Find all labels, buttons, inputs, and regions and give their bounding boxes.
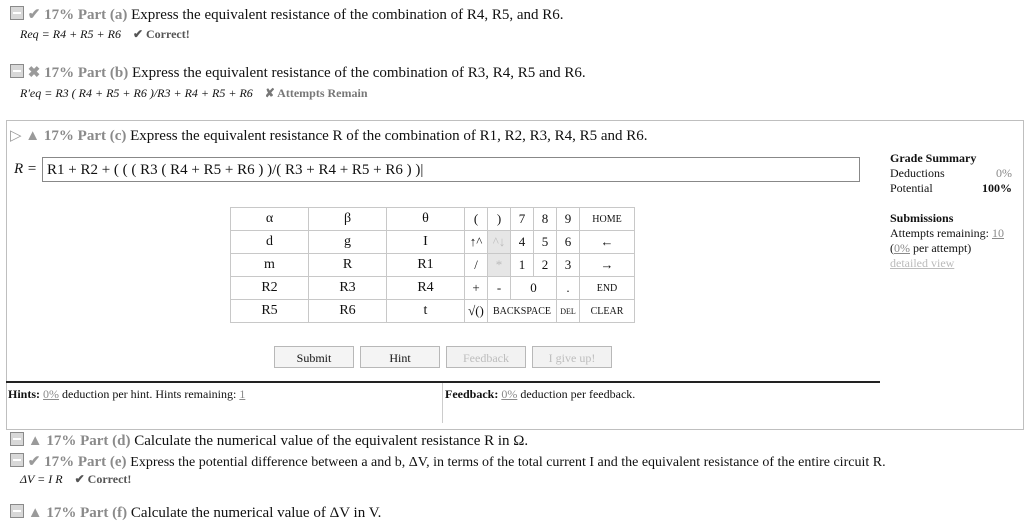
key-home[interactable]: HOME bbox=[580, 208, 635, 231]
key-divide[interactable]: / bbox=[465, 254, 488, 277]
key-6[interactable]: 6 bbox=[557, 231, 580, 254]
part-a-answer-row bbox=[20, 27, 190, 42]
check-icon: ✔ bbox=[27, 7, 41, 23]
feedback-pct: 0% bbox=[501, 387, 518, 401]
key-clear[interactable]: CLEAR bbox=[580, 300, 635, 323]
cross-icon: ✖ bbox=[27, 65, 41, 81]
part-a-header bbox=[10, 5, 564, 24]
key-R2[interactable]: R2 bbox=[231, 277, 309, 300]
collapse-icon[interactable] bbox=[10, 6, 24, 20]
divider bbox=[442, 383, 443, 423]
part-a-label: Part (a) bbox=[77, 7, 128, 23]
part-c-header bbox=[10, 126, 648, 145]
key-2[interactable]: 2 bbox=[534, 254, 557, 277]
per-attempt-text: per attempt) bbox=[913, 241, 972, 255]
grade-summary-title: Grade Summary bbox=[890, 151, 977, 165]
key-R1[interactable]: R1 bbox=[387, 254, 465, 277]
key-R[interactable]: R bbox=[309, 254, 387, 277]
part-b-label: Part (b) bbox=[77, 65, 129, 81]
key-backspace[interactable]: BACKSPACE bbox=[488, 300, 557, 323]
warning-icon: ▲ bbox=[27, 433, 43, 449]
part-d-question: Calculate the numerical value of the equivalent resistance R in Ω. bbox=[134, 433, 529, 449]
key-theta[interactable]: θ bbox=[387, 208, 465, 231]
key-superscript[interactable]: ↑^ bbox=[465, 231, 488, 254]
key-left-arrow[interactable]: ← bbox=[580, 231, 635, 254]
key-5[interactable]: 5 bbox=[534, 231, 557, 254]
part-b-percent: 17% bbox=[44, 65, 75, 81]
answer-label: R = bbox=[14, 161, 38, 177]
part-e-percent: 17% bbox=[44, 454, 75, 470]
hints-pct: 0% bbox=[43, 387, 60, 401]
deductions-value: 0% bbox=[996, 166, 1012, 180]
key-sqrt[interactable]: √() bbox=[465, 300, 488, 323]
key-1[interactable]: 1 bbox=[511, 254, 534, 277]
part-b-question: Express the equivalent resistance of the combination of R3, R4, R5 and R6. bbox=[131, 65, 586, 81]
attempts-value: 10 bbox=[991, 226, 1004, 240]
part-c-percent: 17% bbox=[43, 128, 74, 144]
part-e-question: Express the potential difference between a and b, ΔV, in terms of the total current I and the equivalent resistance of the entire circuit R. bbox=[130, 455, 886, 470]
submit-button[interactable]: Submit bbox=[274, 346, 354, 368]
hints-info bbox=[8, 387, 245, 402]
part-a-question: Express the equivalent resistance of the combination of R4, R5, and R6. bbox=[131, 7, 564, 23]
key-close-paren[interactable]: ) bbox=[488, 208, 511, 231]
per-attempt-pct: 0% bbox=[894, 241, 910, 255]
key-beta[interactable]: β bbox=[309, 208, 387, 231]
hint-button[interactable]: Hint bbox=[360, 346, 440, 368]
key-R4[interactable]: R4 bbox=[387, 277, 465, 300]
part-a-answer: Req = R4 + R5 + R6 bbox=[20, 27, 121, 41]
collapse-icon[interactable] bbox=[10, 432, 24, 446]
grade-summary bbox=[890, 151, 1012, 196]
key-multiply: * bbox=[488, 254, 511, 277]
key-del[interactable]: DEL bbox=[557, 300, 580, 323]
key-g[interactable]: g bbox=[309, 231, 387, 254]
part-f-question: Calculate the numerical value of ΔV in V. bbox=[130, 505, 382, 521]
key-d[interactable]: d bbox=[231, 231, 309, 254]
key-I[interactable]: I bbox=[387, 231, 465, 254]
potential-label: Potential bbox=[890, 181, 933, 195]
deductions-label: Deductions bbox=[890, 166, 945, 180]
hints-label: Hints: bbox=[8, 387, 41, 401]
key-end[interactable]: END bbox=[580, 277, 635, 300]
collapse-icon[interactable] bbox=[10, 504, 24, 518]
key-7[interactable]: 7 bbox=[511, 208, 534, 231]
part-f-label: Part (f) bbox=[80, 505, 128, 521]
part-e-label: Part (e) bbox=[77, 454, 127, 470]
part-d-label: Part (d) bbox=[80, 433, 131, 449]
part-d-percent: 17% bbox=[46, 433, 77, 449]
part-c-label: Part (c) bbox=[77, 128, 127, 144]
part-f-percent: 17% bbox=[46, 505, 77, 521]
part-d-header bbox=[10, 432, 528, 450]
key-decimal[interactable]: . bbox=[557, 277, 580, 300]
potential-value: 100% bbox=[982, 181, 1012, 195]
part-a-percent: 17% bbox=[44, 7, 75, 23]
key-0[interactable]: 0 bbox=[511, 277, 557, 300]
submissions-title: Submissions bbox=[890, 211, 954, 225]
part-c-question: Express the equivalent resistance R of the combination of R1, R2, R3, R4, R5 and R6. bbox=[130, 128, 648, 144]
feedback-label: Feedback: bbox=[445, 387, 499, 401]
part-b-header bbox=[10, 63, 586, 82]
attempts-label: Attempts remaining: bbox=[890, 226, 989, 240]
feedback-button: Feedback bbox=[446, 346, 526, 368]
key-minus[interactable]: - bbox=[488, 277, 511, 300]
warning-icon: ▲ bbox=[25, 128, 41, 144]
feedback-info bbox=[445, 387, 635, 402]
expand-arrow-icon[interactable]: ▷ bbox=[10, 128, 22, 144]
numeric-keypad bbox=[464, 207, 635, 323]
key-plus[interactable]: + bbox=[465, 277, 488, 300]
key-8[interactable]: 8 bbox=[534, 208, 557, 231]
key-4[interactable]: 4 bbox=[511, 231, 534, 254]
part-a-status: ✔ Correct! bbox=[132, 27, 190, 41]
key-9[interactable]: 9 bbox=[557, 208, 580, 231]
part-e-answer-row bbox=[20, 472, 131, 487]
hints-remaining: 1 bbox=[239, 387, 246, 401]
key-alpha[interactable]: α bbox=[231, 208, 309, 231]
key-3[interactable]: 3 bbox=[557, 254, 580, 277]
feedback-text: deduction per feedback. bbox=[520, 387, 636, 401]
collapse-icon[interactable] bbox=[10, 453, 24, 467]
answer-input[interactable]: R1 + R2 + ( ( ( R3 ( R4 + R5 + R6 ) )/( R3 + R4 + R5 + R6 ) )| bbox=[42, 157, 860, 182]
part-f-header bbox=[10, 504, 381, 522]
check-icon: ✔ bbox=[27, 454, 41, 470]
part-b-answer: R'eq = R3 ( R4 + R5 + R6 )/R3 + R4 + R5 + R6 bbox=[20, 86, 253, 100]
part-e-status: ✔ Correct! bbox=[74, 472, 132, 486]
collapse-icon[interactable] bbox=[10, 64, 24, 78]
part-e-header bbox=[10, 452, 886, 471]
submissions-block: Submissions Attempts remaining: 10 (0% per attempt) detailed view bbox=[890, 211, 1004, 270]
hints-text: deduction per hint. Hints remaining: bbox=[62, 387, 237, 401]
key-R6[interactable]: R6 bbox=[309, 300, 387, 323]
key-R5[interactable]: R5 bbox=[231, 300, 309, 323]
detailed-view-link[interactable]: detailed view bbox=[890, 256, 955, 270]
key-R3[interactable]: R3 bbox=[309, 277, 387, 300]
key-t[interactable]: t bbox=[387, 300, 465, 323]
symbol-keypad bbox=[230, 207, 465, 323]
key-right-arrow[interactable]: → bbox=[580, 254, 635, 277]
give-up-button: I give up! bbox=[532, 346, 612, 368]
part-b-status: ✘ Attempts Remain bbox=[264, 86, 368, 100]
part-e-answer: ΔV = I R bbox=[20, 472, 63, 486]
key-open-paren[interactable]: ( bbox=[465, 208, 488, 231]
warning-icon: ▲ bbox=[27, 505, 43, 521]
key-m[interactable]: m bbox=[231, 254, 309, 277]
key-subscript: ^↓ bbox=[488, 231, 511, 254]
part-b-answer-row bbox=[20, 86, 368, 101]
